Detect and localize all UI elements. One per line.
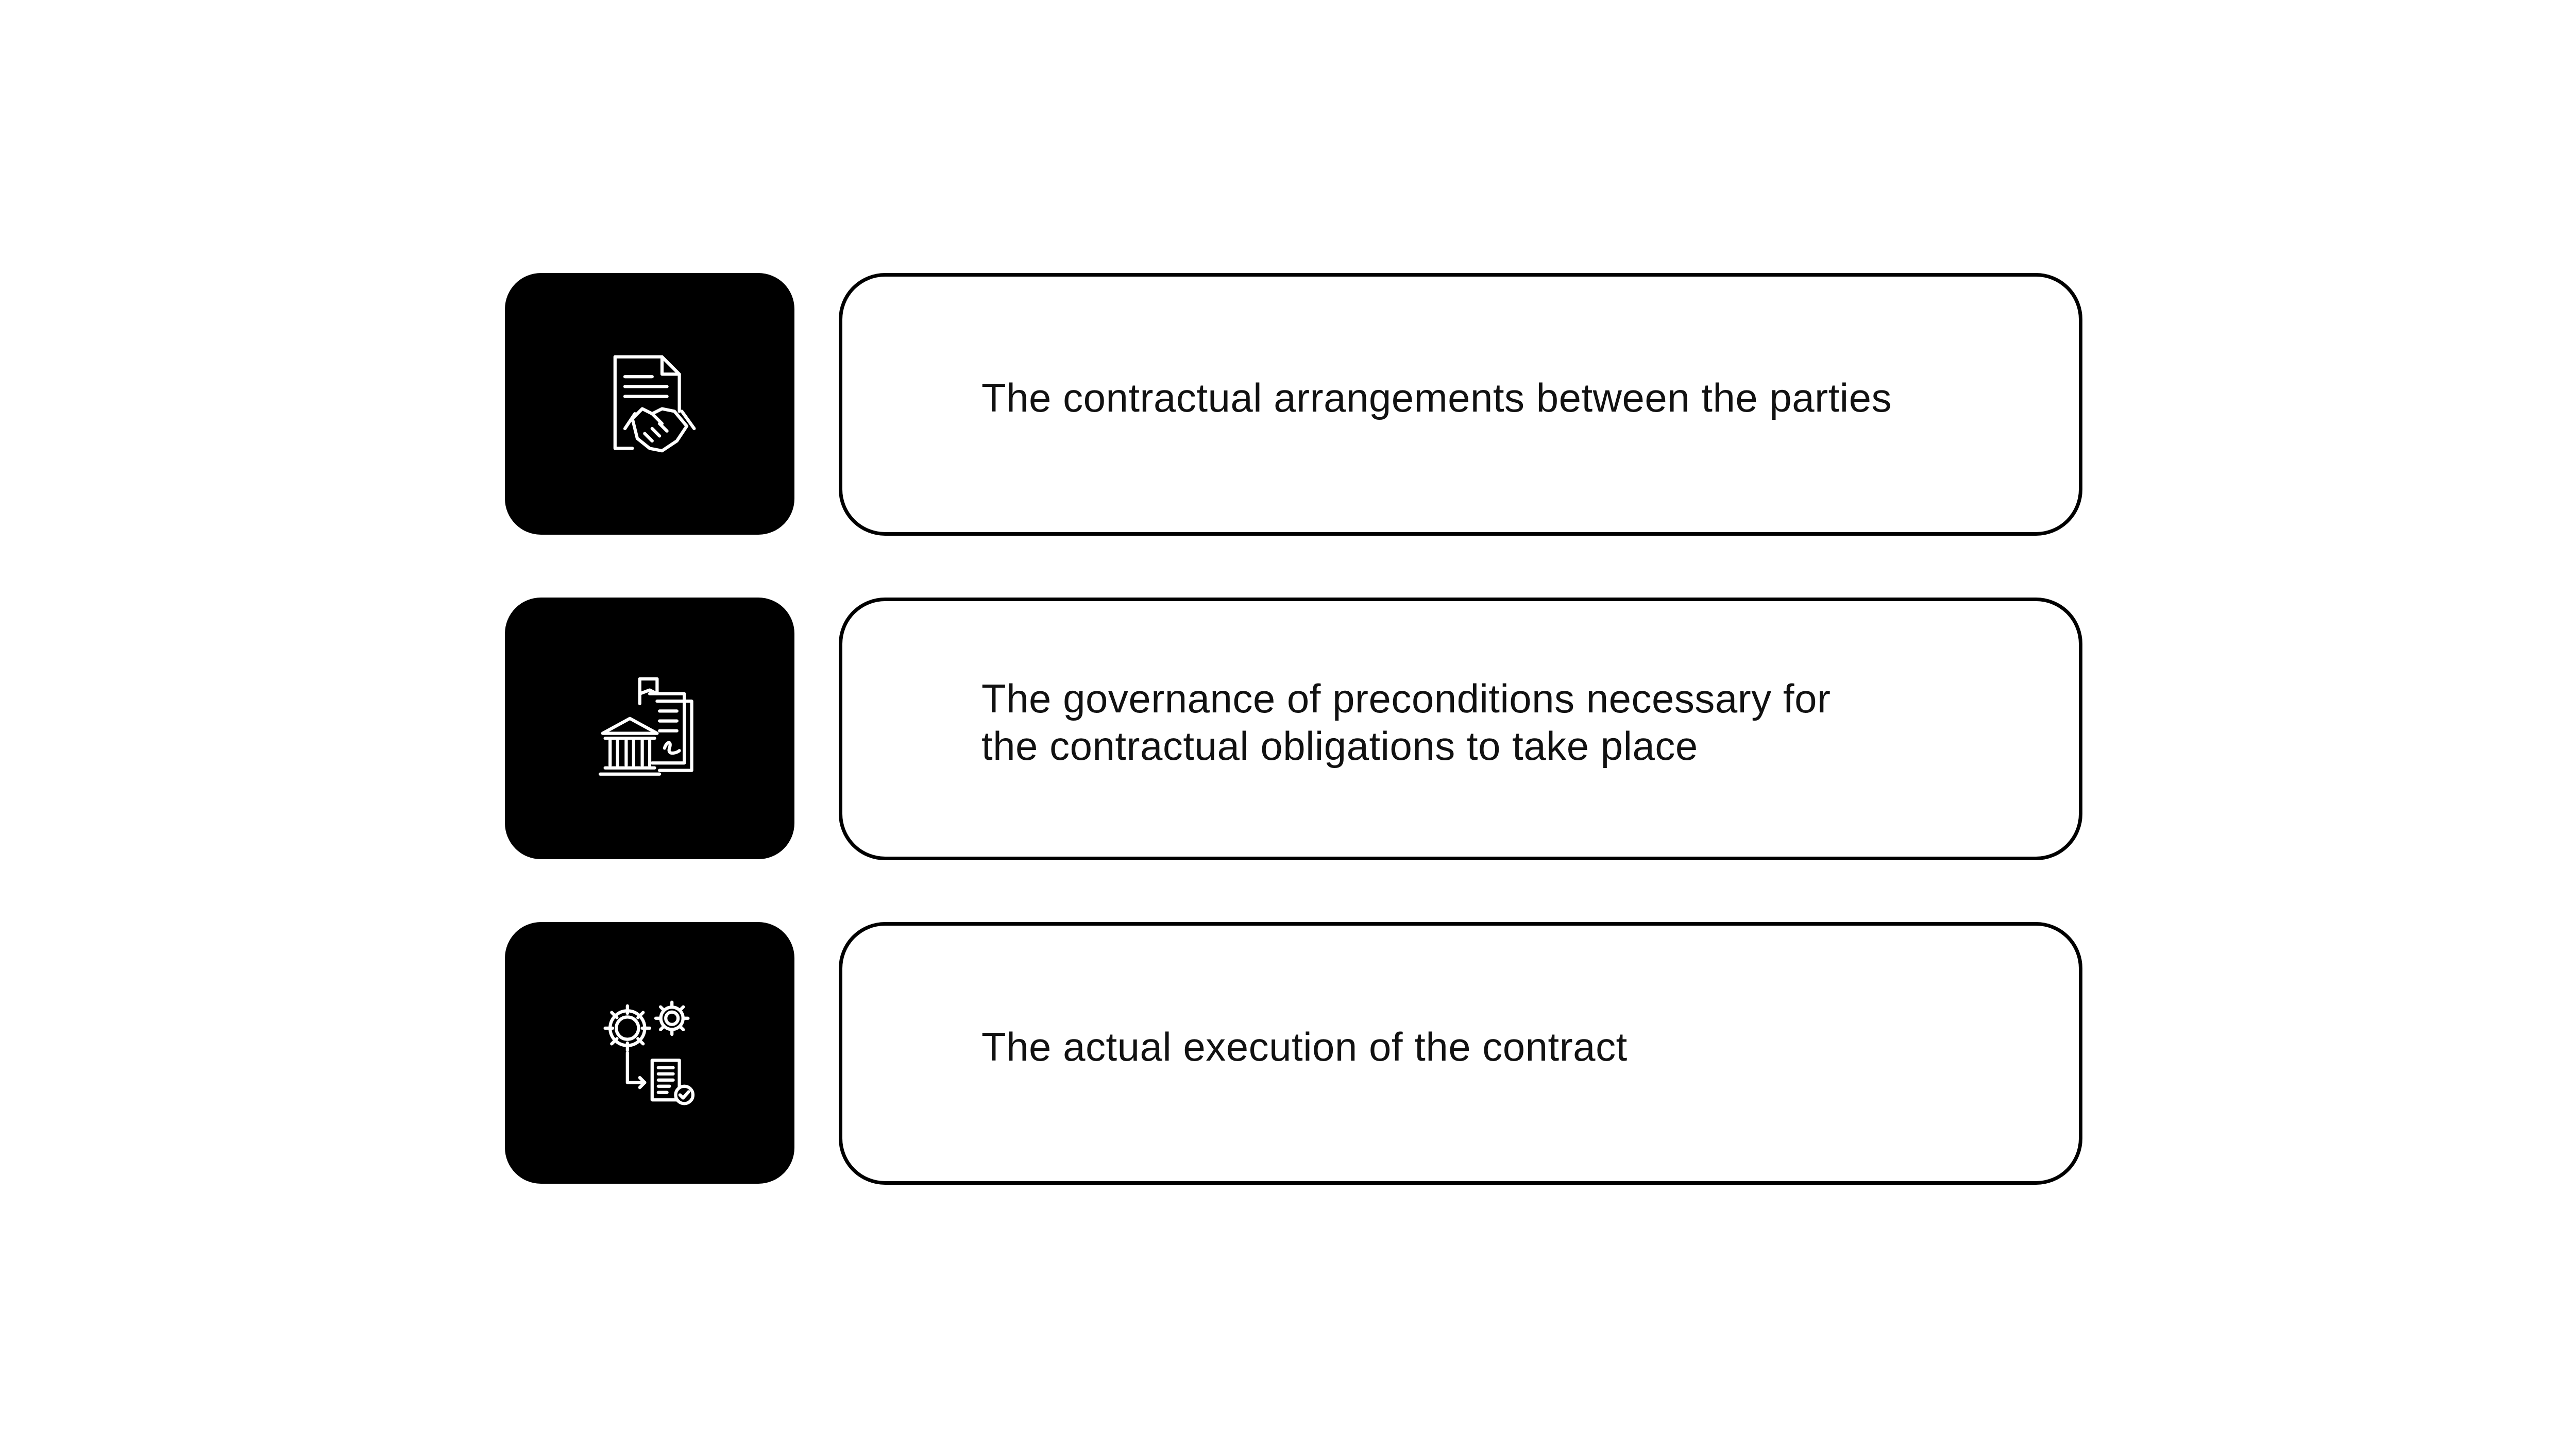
text-box-3 — [839, 922, 2082, 1185]
item-label-3-line-1: The actual execution of the contract — [981, 1024, 1628, 1069]
icon-tile-2 — [505, 598, 794, 859]
text-box-2 — [839, 598, 2082, 860]
icon-tile-3 — [505, 922, 794, 1184]
item-label-1-line-1: The contractual arrangements between the parties — [981, 375, 1892, 420]
gears-document-icon — [588, 991, 711, 1115]
item-label-2 — [981, 675, 1986, 770]
item-label-2-line-2: the contractual obligations to take place — [981, 723, 1698, 769]
icon-tile-1 — [505, 273, 794, 535]
government-document-icon — [588, 667, 711, 790]
item-label-2-line-1: The governance of preconditions necessary for — [981, 676, 1831, 721]
contract-handshake-icon — [588, 342, 711, 466]
item-row-1 — [505, 273, 2082, 537]
item-label-3 — [981, 1023, 1986, 1070]
item-row-3 — [505, 922, 2082, 1186]
text-box-1 — [839, 273, 2082, 536]
item-row-2 — [505, 598, 2082, 861]
item-label-1 — [981, 374, 1986, 421]
